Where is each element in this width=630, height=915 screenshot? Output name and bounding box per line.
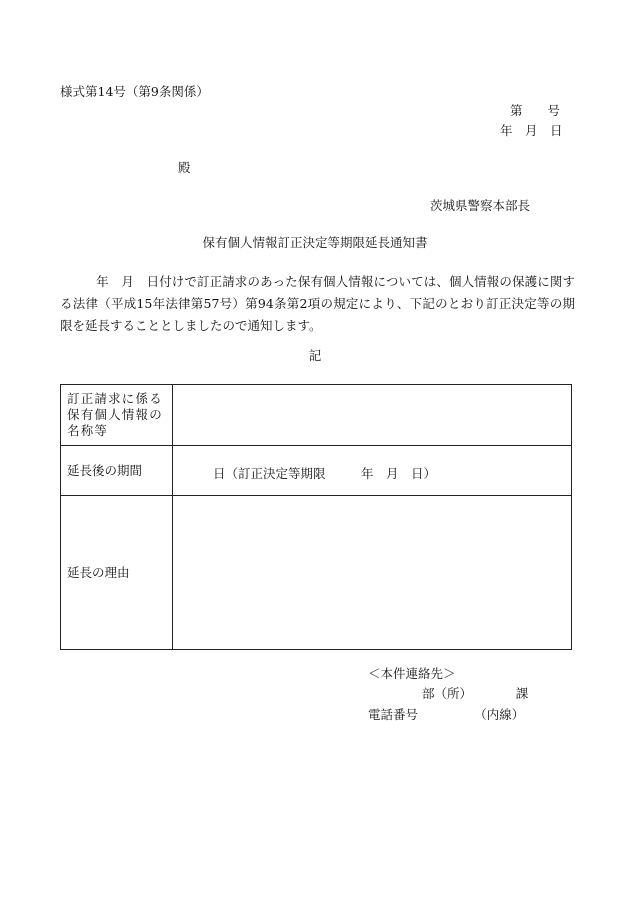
table-row xyxy=(61,385,571,446)
ki-label: 記 xyxy=(308,348,322,363)
body-paragraph-text: 年 月 日付けで訂正請求のあった保有個人情報については、個人情報の保護に関する法律（平成15年法律第57号）第94条第2項の規定により、下記のとおり訂正決定等の期限を延長することとしましたので通知します。 xyxy=(60,274,575,333)
form-id: 様式第14号（第9条関係） xyxy=(60,84,209,99)
row-value-extended-period xyxy=(173,446,571,495)
table-row xyxy=(61,496,571,649)
sender: 茨城県警察本部長 xyxy=(430,198,531,213)
row-label-extended-period: 延長後の期間 xyxy=(61,446,173,495)
table-row xyxy=(61,446,571,496)
details-table xyxy=(60,384,572,650)
row-label-reason: 延長の理由 xyxy=(61,496,173,649)
row-label-info-name: 訂正請求に係る保有個人情報の名称等 xyxy=(61,385,173,445)
period-text-b: 年 月 日） xyxy=(361,466,437,481)
body-paragraph xyxy=(60,271,575,337)
document-number: 第 号 xyxy=(510,103,561,118)
contact-dept: 部（所） 課 xyxy=(422,686,529,701)
row-value-info-name xyxy=(173,385,571,445)
row-value-reason xyxy=(173,496,571,649)
document-date: 年 月 日 xyxy=(500,123,563,138)
contact-phone: 電話番号 （内線） xyxy=(368,707,525,722)
addressee: 殿 xyxy=(178,160,191,175)
period-text-a: 日（訂正決定等期限 xyxy=(213,466,326,481)
contact-heading: ＜本件連絡先＞ xyxy=(368,666,456,681)
document-title: 保有個人情報訂正決定等期限延長通知書 xyxy=(202,235,428,250)
